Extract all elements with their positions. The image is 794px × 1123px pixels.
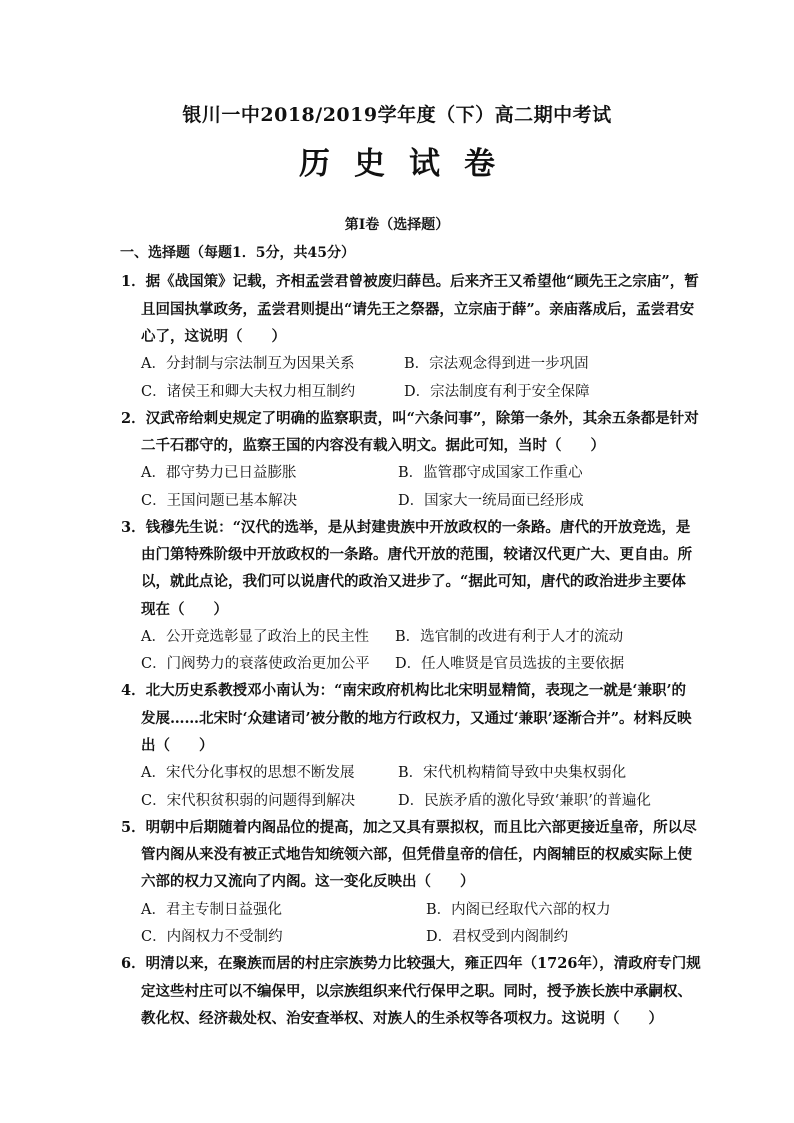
question-number: 5． (121, 819, 146, 836)
question-5-option-a: A．君主专制日益强化 (141, 902, 282, 918)
question-3-line-4: 现在（ ） (141, 601, 228, 618)
question-stem-text: 钱穆先生说：“汉代的选举，是从封建贵族中开放政权的一条路。唐代的开放竞选，是 (145, 519, 691, 536)
question-6-line-3: 教化权、经济裁处权、治安查举权、对族人的生杀权等各项权力。这说明（ ） (141, 1010, 663, 1027)
question-4-line-2: 发展……北宋时‘众建诸司’被分散的地方行政权力，又通过‘兼职’逐渐合并”。材料反映 (141, 710, 692, 727)
question-number: 3． (121, 519, 146, 536)
question-1-option-c: C．诸侯王和卿大夫权力相互制约 (141, 384, 356, 400)
question-number: 2． (121, 410, 146, 427)
question-3-option-a: A．公开竞选彰显了政治上的民主性 (141, 629, 369, 645)
question-2-line-2: 二千石郡守的，监察王国的内容没有载入明文。据此可知，当时（ ） (141, 437, 605, 454)
question-5-option-d: D．君权受到内阁制约 (426, 929, 569, 945)
question-3-option-b: B．选官制的改进有利于人才的流动 (395, 629, 624, 645)
subject-title: 历史试卷 (299, 146, 519, 182)
question-2-line-1 (0, 407, 794, 428)
question-5-option-c: C．内阁权力不受制约 (141, 929, 283, 945)
question-5-line-2: 管内阁从来没有被正式地告知统领六部，但凭借皇帝的信任，内阁辅臣的权威实际上使 (141, 846, 692, 863)
question-2-option-c: C．王国问题已基本解决 (141, 493, 298, 509)
section-heading: 一、选择题（每题1．5分，共45分） (120, 245, 355, 261)
question-3-line-2: 由门第特殊阶级中开放政权的一条路。唐代开放的范围，较诸汉代更广大、更自由。所 (141, 546, 692, 563)
question-stem-text: 汉武帝给刺史规定了明确的监察职责，叫“六条问事”，除第一条外，其余五条都是针对 (145, 410, 699, 427)
question-4-option-d: D．民族矛盾的激化导致‘兼职’的普遍化 (398, 793, 651, 809)
question-stem-text: 北大历史系教授邓小南认为：“南宋政府机构比北宋明显精简，表现之一就是‘兼职’的 (145, 682, 687, 699)
question-1-line-3: 心了，这说明（ ） (141, 328, 286, 345)
question-6-line-2: 定这些村庄可以不编保甲，以宗族组织来代行保甲之职。同时，授予族长族中承嗣权、 (141, 983, 692, 1000)
question-3-line-1 (0, 516, 794, 537)
question-stem-text: 明朝中后期随着内阁品位的提高，加之又具有票拟权，而且比六部更接近皇帝，所以尽 (145, 819, 697, 836)
question-4-line-3: 出（ ） (141, 737, 214, 754)
question-6-line-1 (0, 952, 794, 973)
question-4-option-b: B．宋代机构精简导致中央集权弱化 (398, 765, 627, 781)
question-number: 1． (121, 273, 146, 290)
question-number: 4． (121, 682, 146, 699)
question-5-option-b: B．内阁已经取代六部的权力 (426, 902, 611, 918)
question-4-line-1 (0, 679, 794, 700)
question-3-option-d: D．任人唯贤是官员选拔的主要依据 (395, 656, 625, 672)
question-2-option-d: D．国家大一统局面已经形成 (398, 493, 584, 509)
question-stem-text: 明清以来，在聚族而居的村庄宗族势力比较强大，雍正四年（1726年），清政府专门规 (145, 955, 701, 972)
question-1-line-1 (0, 270, 794, 291)
question-5-line-1 (0, 816, 794, 837)
volume-title: 第Ⅰ卷（选择题） (344, 217, 450, 233)
question-3-option-c: C．门阀势力的衰落使政治更加公平 (141, 656, 370, 672)
question-1-option-b: B．宗法观念得到进一步巩固 (404, 356, 589, 372)
question-3-line-3: 以，就此点论，我们可以说唐代的政治又进步了。“据此可知，唐代的政治进步主要体 (141, 573, 686, 590)
question-1-option-a: A．分封制与宗法制互为因果关系 (141, 356, 355, 372)
question-4-option-a: A．宋代分化事权的思想不断发展 (141, 765, 355, 781)
question-1-line-2: 且回国执掌政务，孟尝君则提出“请先王之祭器，立宗庙于薛”。亲庙落成后，孟尝君安 (141, 301, 695, 318)
school-title: 银川一中2018/2019学年度（下）高二期中考试 (182, 104, 612, 126)
question-2-option-b: B．监管郡守成国家工作重心 (398, 465, 583, 481)
question-stem-text: 据《战国策》记载，齐相孟尝君曾被废归薛邑。后来齐王又希望他“顾先王之宗庙”，暂 (145, 273, 699, 290)
question-2-option-a: A．郡守势力已日益膨胀 (141, 465, 297, 481)
question-5-line-3: 六部的权力又流向了内阁。这一变化反映出（ ） (141, 873, 475, 890)
question-number: 6． (121, 955, 146, 972)
question-4-option-c: C．宋代积贫积弱的问题得到解决 (141, 793, 356, 809)
question-1-option-d: D．宗法制度有利于安全保障 (404, 384, 590, 400)
